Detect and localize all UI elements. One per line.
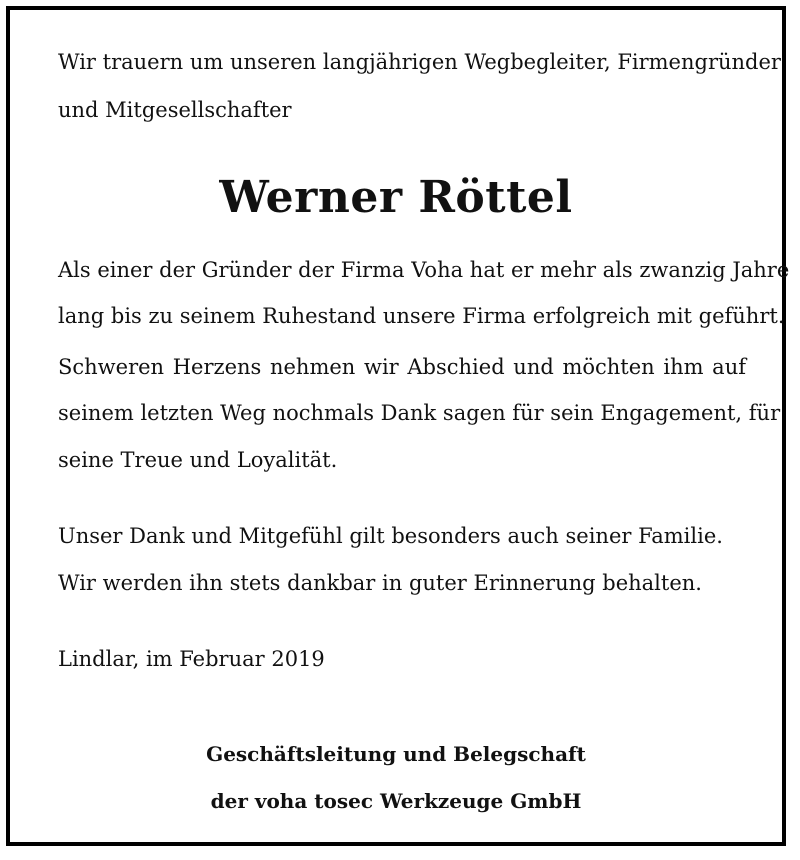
paragraph-2-line-1: Schweren Herzens nehmen wir Abschied und möchten ihm auf bbox=[58, 355, 746, 379]
paragraph-2-line-3: seine Treue und Loyalität. bbox=[58, 448, 338, 472]
signature-line-2: der voha tosec Werkzeuge GmbH bbox=[210, 789, 582, 813]
place-date: Lindlar, im Februar 2019 bbox=[58, 647, 325, 671]
deceased-name: Werner Röttel bbox=[219, 172, 573, 223]
intro-line-2: und Mitgesellschafter bbox=[58, 98, 292, 122]
paragraph-2-line-2: seinem letzten Weg nochmals Dank sagen für sein Engagement, für bbox=[58, 401, 781, 425]
paragraph-3-line-1: Unser Dank und Mitgefühl gilt besonders auch seiner Familie. bbox=[58, 524, 723, 548]
obituary-notice bbox=[6, 6, 790, 846]
paragraph-3-line-2: Wir werden ihn stets dankbar in guter Erinnerung behalten. bbox=[58, 571, 702, 595]
signature-line-1: Geschäftsleitung und Belegschaft bbox=[206, 742, 586, 766]
paragraph-1-line-2: lang bis zu seinem Ruhestand unsere Firma erfolgreich mit geführt. bbox=[58, 304, 785, 328]
intro-line-1: Wir trauern um unseren langjährigen Wegbegleiter, Firmengründer bbox=[58, 50, 781, 74]
paragraph-1-line-1: Als einer der Gründer der Firma Voha hat er mehr als zwanzig Jahre bbox=[58, 258, 790, 282]
